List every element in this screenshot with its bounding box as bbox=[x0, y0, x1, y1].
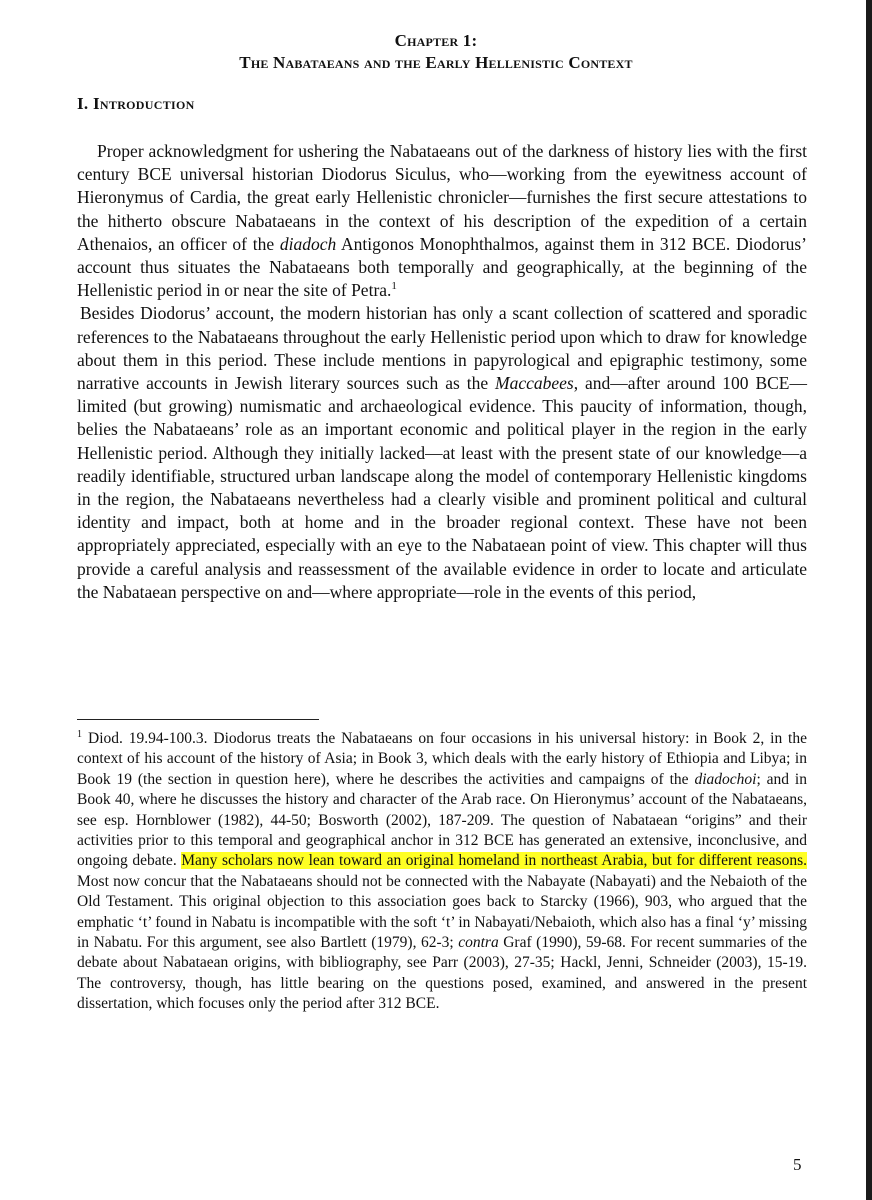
paragraph-2 bbox=[77, 302, 807, 604]
footnote-text-1: Diod. 19.94-100.3. Diodorus treats the Nabataeans on four occasions in his universal history: in Book 2, in the context of his account of the history of Asia; in Book 3, which deals with the early history of Ethiopia and Libya; in Book 19 (the section in question here), where he describes the activities and campaigns of the bbox=[77, 730, 807, 788]
footnote bbox=[77, 729, 807, 1015]
footnote-text-3: Most now concur that the Nabataeans should not be connected with the Nabayate (Nabayati) and the Nebaioth of the Old Testament. This original objection to this association goes back to Starcky (1966), 903, who argued that the emphatic ‘t’ found in Nabatu is incompatible with the soft ‘t’ in Nabayati/Nebaioth, which also has a final ‘y’ missing in Nabatu. For this argument, see also Bartlett (1979), 62-3; bbox=[77, 872, 807, 952]
paragraph-1-italic: diadoch bbox=[279, 233, 337, 254]
footnote-italic-2: contra bbox=[458, 934, 499, 952]
highlighted-sentence: Many scholars now lean toward an original homeland in northeast Arabia, but for different reasons. bbox=[181, 852, 807, 870]
section-heading: I. Introduction bbox=[77, 94, 195, 113]
footnote-reference[interactable]: 1 bbox=[391, 280, 397, 293]
footnote-text-2: ; and in Book 40, where he discusses the history and character of the Arab race. On Hieronymus’ account of the Nabataeans, see esp. Hornblower (1982), 44-50; Bosworth (2002), 187-209. The question of Nabataean “origins” and their activities prior to this temporal and geographical anchor in 312 BCE has generated an extensive, inconclusive, and ongoing debate. bbox=[77, 770, 807, 870]
footnote-italic-1: diadochoi bbox=[694, 770, 757, 788]
footnote-number: 1 bbox=[77, 728, 82, 740]
chapter-number: Chapter 1: bbox=[394, 31, 478, 50]
paragraph-1 bbox=[77, 140, 807, 302]
paragraph-2-italic: Maccabees bbox=[495, 373, 574, 394]
scan-edge bbox=[866, 0, 872, 1200]
footnote-text-4: Graf (1990), 59-68. For recent summaries of the debate about Nabataean origins, with bibliography, see Parr (2003), 27-35; Hackl, Jenni, Schneider (2003), 15-19. The controversy, though, has little bearing on the questions posed, examined, and answered in the present dissertation, which focuses only the period after 312 BCE. bbox=[77, 934, 807, 1013]
main-text bbox=[77, 140, 807, 604]
paragraph-2-text-end: , and—after around 100 BCE—limited (but growing) numismatic and archaeological evidence. This paucity of information, though, belies the Nabataeans’ role as an important economic and political player in the region in the early Hellenistic period. Although they initially lacked—at least with the present state of our knowledge—a readily identifiable, structured urban landscape along the model of contemporary Hellenistic kingdoms in the region, the Nabataeans nevertheless had a clearly visible and prominent political and cultural identity and impact, both at home and in the broader regional context. These have not been appropriately appreciated, especially with an eye to the Nabataean point of view. This chapter will thus provide a careful analysis and reassessment of the available evidence in order to locate and articulate the Nabataean perspective on and—where appropriate—role in the events of this period, bbox=[77, 373, 808, 602]
paragraph-2-text: Besides Diodorus’ account, the modern historian has only a scant collection of scattered and sporadic references to the Nabataeans throughout the early Hellenistic period upon which to draw for knowledge about them in this period. These include mentions in papyrological and epigraphic testimony, some narrative accounts in Jewish literary sources such as the bbox=[77, 303, 807, 394]
chapter-title bbox=[0, 30, 872, 74]
paragraph-1-text-end: Antigonos Monophthalmos, against them in 312 BCE. Diodorus’ account thus situates the Nabataeans both temporally and geographically, at the beginning of the Hellenistic period in or near the site of Petra. bbox=[77, 233, 807, 301]
footnote-paragraph bbox=[77, 729, 807, 1015]
paragraph-1-text: Proper acknowledgment for ushering the Nabataeans out of the darkness of history lies with the first century BCE universal historian Diodorus Siculus, who—working from the eyewitness account of Hieronymus of Cardia, the great early Hellenistic chronicler—furnishes the first secure attestations to the hitherto obscure Nabataeans in the context of his description of the expedition of a certain Athenaios, an officer of the bbox=[77, 141, 807, 254]
footnote-separator bbox=[77, 719, 319, 720]
page-number: 5 bbox=[793, 1155, 802, 1174]
chapter-subtitle: The Nabataeans and the Early Hellenistic Context bbox=[239, 53, 633, 72]
